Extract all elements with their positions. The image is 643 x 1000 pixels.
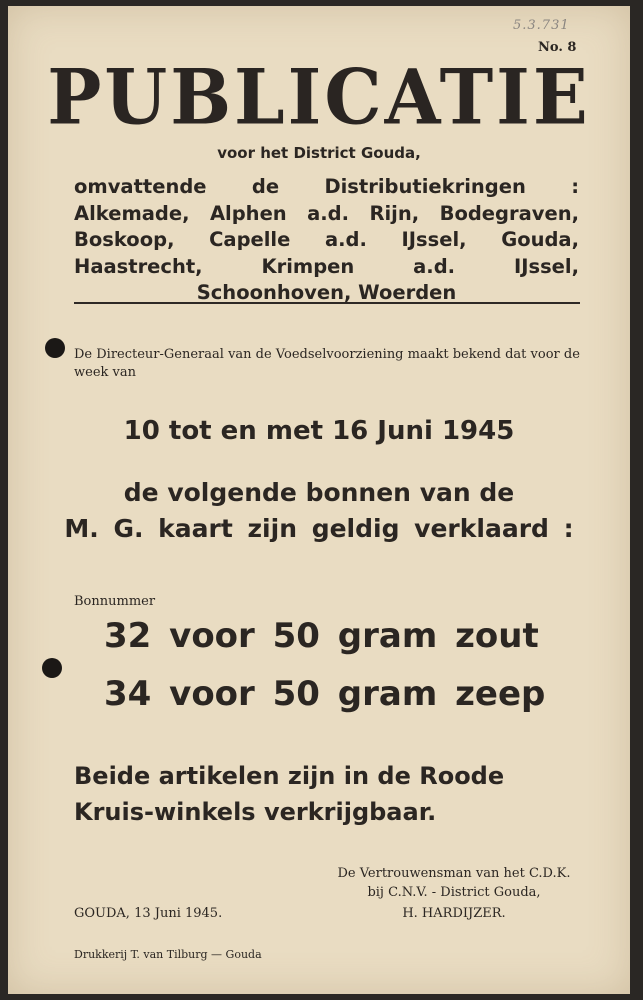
valid-line-2: M. G. kaart zijn geldig verklaard : (64, 514, 574, 543)
poster-sheet (8, 6, 630, 994)
signature-line-2: bij C.N.V. - District Gouda, (367, 885, 541, 900)
coupon-salt: 32 voor 50 gram zout (104, 616, 539, 656)
signature-line-1: De Vertrouwensman van het C.D.K. (337, 866, 571, 881)
divider-rule (74, 302, 580, 304)
punch-hole (45, 338, 65, 358)
valid-line-1: de volgende bonnen van de (123, 478, 515, 507)
place-date: GOUDA, 13 Juni 1945. (74, 906, 223, 921)
bon-label: Bonnummer (74, 594, 156, 609)
week-dates: 10 tot en met 16 Juni 1945 (123, 416, 515, 446)
publication-number: No. 8 (538, 40, 577, 55)
pencil-note: 5.3.731 (513, 18, 570, 33)
districts-text: omvattende de Distributiekringen : Alkemade, Alphen a.d. Rijn, Bodegraven, Boskoop, Capelle a.d. IJssel, Gouda, Haastrecht, Krimpen a.d. IJssel, Schoonhoven, Woerden (74, 175, 579, 304)
coupon-soap: 34 voor 50 gram zeep (104, 674, 546, 714)
availability-text: Beide artikelen zijn in de Roode Kruis-winkels verkrijgbaar. (74, 762, 505, 826)
poster-subtitle: voor het District Gouda, (217, 144, 421, 162)
printer-credit: Drukkerij T. van Tilburg — Gouda (74, 948, 262, 961)
poster-title: PUBLICATIE (47, 51, 591, 142)
signature-block (304, 864, 604, 902)
intro-text: De Directeur-Generaal van de Voedselvoorziening maakt bekend dat voor de week van (74, 347, 580, 380)
punch-hole (42, 658, 62, 678)
signer-name: H. HARDIJZER. (402, 906, 506, 921)
